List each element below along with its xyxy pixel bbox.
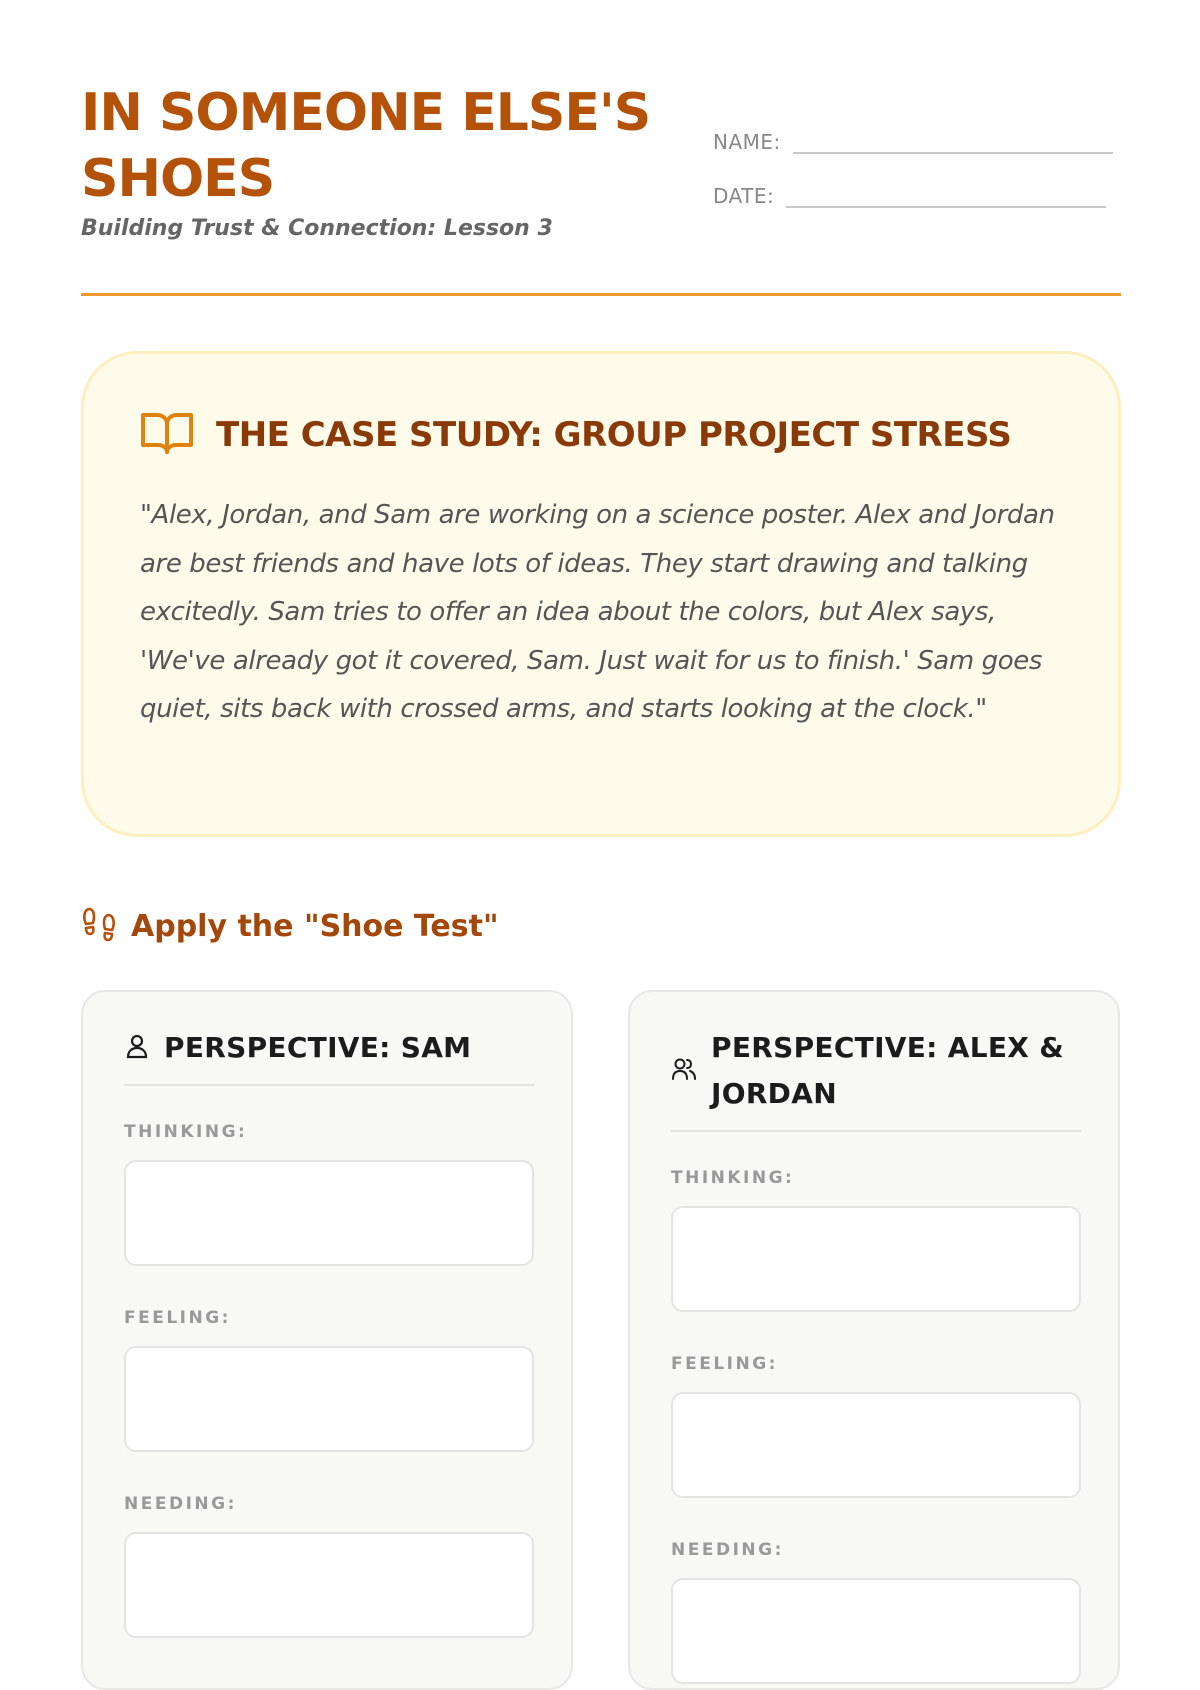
alex-jordan-feeling-label: FEELING: <box>671 1354 778 1374</box>
name-label: NAME: <box>713 130 781 154</box>
perspective-alex-jordan-title: PERSPECTIVE: ALEX & JORDAN <box>711 1031 1064 1110</box>
sam-feeling-answer-box[interactable] <box>124 1346 534 1452</box>
users-icon <box>671 1056 697 1086</box>
alex-jordan-thinking-answer-box[interactable] <box>671 1206 1081 1312</box>
sam-thinking-label: THINKING: <box>124 1122 248 1142</box>
alex-jordan-feeling-answer-box[interactable] <box>671 1392 1081 1498</box>
sam-needing-label: NEEDING: <box>124 1494 237 1514</box>
case-study-box <box>81 351 1121 837</box>
book-open-icon <box>140 410 194 460</box>
lesson-subtitle: Building Trust & Connection: Lesson 3 <box>81 216 553 241</box>
sam-needing-answer-box[interactable] <box>124 1532 534 1638</box>
case-study-title: THE CASE STUDY: GROUP PROJECT STRESS <box>216 415 1012 455</box>
perspective-card-sam-inner <box>124 992 534 1638</box>
footprints-icon <box>81 906 117 946</box>
date-field <box>713 178 1106 208</box>
user-icon <box>124 1033 150 1063</box>
date-label: DATE: <box>713 184 775 208</box>
alex-jordan-needing-block <box>671 1540 1081 1684</box>
alex-jordan-needing-answer-box[interactable] <box>671 1578 1081 1684</box>
sam-needing-block <box>124 1494 534 1638</box>
alex-jordan-thinking-block <box>671 1168 1081 1312</box>
case-study-header <box>140 410 1011 460</box>
name-field <box>713 124 1113 154</box>
sam-feeling-label: FEELING: <box>124 1308 231 1328</box>
shoe-test-title: Apply the "Shoe Test" <box>131 908 499 944</box>
shoe-test-header <box>81 906 499 946</box>
perspective-card-alex-jordan <box>628 990 1120 1690</box>
alex-jordan-feeling-block <box>671 1354 1081 1498</box>
worksheet-header <box>81 80 1121 295</box>
sam-feeling-block <box>124 1308 534 1452</box>
perspective-sam-header <box>124 992 534 1086</box>
alex-jordan-needing-label: NEEDING: <box>671 1540 784 1560</box>
worksheet-title: IN SOMEONE ELSE'S SHOES <box>81 83 651 209</box>
perspective-sam-title: PERSPECTIVE: SAM <box>164 1031 472 1064</box>
sam-thinking-block <box>124 1122 534 1266</box>
alex-jordan-thinking-label: THINKING: <box>671 1168 795 1188</box>
perspective-alex-jordan-header <box>671 992 1081 1132</box>
name-input-line[interactable] <box>793 124 1113 154</box>
perspective-card-sam <box>81 990 573 1690</box>
case-study-text: "Alex, Jordan, and Sam are working on a science poster. Alex and Jordan are best friends and have lots of ideas. They start drawing and talking excitedly. Sam tries to offer an idea about the colors, but Alex says, 'We've already got it covered, Sam. Just wait for us to finish.' Sam goes quiet, sits back with crossed arms, and starts looking at the clock." <box>140 500 1055 724</box>
sam-thinking-answer-box[interactable] <box>124 1160 534 1266</box>
header-divider <box>81 293 1121 296</box>
date-input-line[interactable] <box>786 178 1106 208</box>
perspective-card-alex-jordan-inner <box>671 992 1081 1684</box>
